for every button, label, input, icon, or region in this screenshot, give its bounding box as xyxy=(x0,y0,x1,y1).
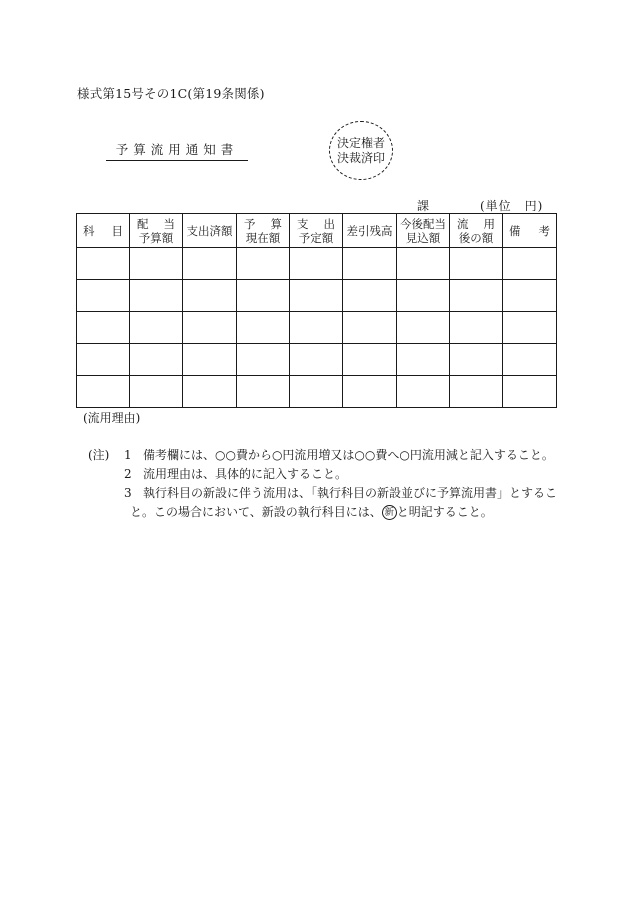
header-remarks-char-2: 考 xyxy=(538,223,550,238)
header-balance-label: 差引残高 xyxy=(346,223,393,238)
table-cell[interactable] xyxy=(450,376,503,408)
header-remarks-char-1: 備 xyxy=(509,223,521,238)
note-text: 備考欄には、○○費から○円流用増又は○○費へ○円流用減と記入すること。 xyxy=(143,448,554,462)
note-indent xyxy=(88,465,124,484)
table-cell[interactable] xyxy=(397,344,450,376)
table-cell[interactable] xyxy=(130,280,183,312)
header-expected-allocation xyxy=(397,214,450,248)
table-cell[interactable] xyxy=(237,312,290,344)
table-row xyxy=(77,248,557,280)
header-current-char-1: 予 xyxy=(244,216,256,231)
table-cell[interactable] xyxy=(183,344,237,376)
stamp-line-1: 決定権者 xyxy=(336,135,385,150)
table-cell[interactable] xyxy=(290,344,343,376)
note-continuation-after: と明記すること。 xyxy=(396,505,493,519)
table-cell[interactable] xyxy=(183,248,237,280)
table-cell[interactable] xyxy=(237,280,290,312)
table-cell[interactable] xyxy=(130,376,183,408)
table-cell[interactable] xyxy=(503,280,557,312)
note-item xyxy=(88,484,558,503)
header-allocated-bottom: 予算額 xyxy=(138,230,174,245)
header-balance xyxy=(343,214,397,248)
note-indent xyxy=(88,484,124,503)
header-subject-char-1: 科 xyxy=(83,223,95,238)
table-cell[interactable] xyxy=(290,280,343,312)
header-subject xyxy=(77,214,130,248)
note-number: 1 xyxy=(124,448,132,462)
table-cell[interactable] xyxy=(77,344,130,376)
table-cell[interactable] xyxy=(130,248,183,280)
note-continuation xyxy=(88,503,558,522)
header-current-bottom: 現在額 xyxy=(245,230,281,245)
table-row xyxy=(77,376,557,408)
table-cell[interactable] xyxy=(290,248,343,280)
table-header-row xyxy=(77,214,557,248)
table-cell[interactable] xyxy=(77,312,130,344)
table-cell[interactable] xyxy=(237,344,290,376)
table-cell[interactable] xyxy=(237,248,290,280)
table-cell[interactable] xyxy=(450,248,503,280)
transfer-reason-label: (流用理由) xyxy=(83,411,141,425)
table-cell[interactable] xyxy=(343,248,397,280)
header-remarks xyxy=(503,214,557,248)
header-expected-top: 今後配当 xyxy=(400,216,446,231)
table-cell[interactable] xyxy=(290,376,343,408)
table-cell[interactable] xyxy=(397,280,450,312)
approval-stamp xyxy=(329,121,393,180)
header-planned-expense xyxy=(290,214,343,248)
form-number: 様式第15号その1C(第19条関係) xyxy=(77,86,265,101)
header-expected-bottom: 見込額 xyxy=(405,230,441,245)
note-number: 3 xyxy=(124,486,132,500)
table-cell[interactable] xyxy=(343,280,397,312)
table-cell[interactable] xyxy=(450,280,503,312)
table-cell[interactable] xyxy=(397,312,450,344)
table-row xyxy=(77,312,557,344)
table-cell[interactable] xyxy=(183,376,237,408)
table-cell[interactable] xyxy=(343,312,397,344)
header-current-char-2: 算 xyxy=(270,216,282,231)
note-text: 執行科目の新設に伴う流用は、「執行科目の新設並びに予算流用書」とするこ xyxy=(143,486,558,500)
table-cell[interactable] xyxy=(343,376,397,408)
table-cell[interactable] xyxy=(450,344,503,376)
table-cell[interactable] xyxy=(503,344,557,376)
budget-table xyxy=(76,213,557,408)
header-spent xyxy=(183,214,237,248)
table-cell[interactable] xyxy=(77,280,130,312)
table-cell[interactable] xyxy=(130,344,183,376)
header-subject-char-2: 目 xyxy=(111,223,123,238)
header-after-transfer xyxy=(450,214,503,248)
notes-label: (注) xyxy=(88,448,110,462)
header-current-budget xyxy=(237,214,290,248)
circled-new-mark: 新 xyxy=(382,505,397,520)
header-allocated-char-2: 当 xyxy=(163,216,175,231)
table-row xyxy=(77,280,557,312)
table-cell[interactable] xyxy=(130,312,183,344)
table-cell[interactable] xyxy=(397,376,450,408)
table-cell[interactable] xyxy=(77,376,130,408)
header-planned-char-1: 支 xyxy=(297,216,309,231)
unit-label: (単位 円) xyxy=(480,199,544,213)
note-continuation-before: と。この場合において、新設の執行科目には、 xyxy=(130,505,382,519)
note-item xyxy=(88,446,558,465)
table-cell[interactable] xyxy=(183,312,237,344)
table-cell[interactable] xyxy=(503,376,557,408)
stamp-line-2: 決裁済印 xyxy=(336,150,385,165)
header-after-char-1: 流 xyxy=(457,216,469,231)
header-allocated-char-1: 配 xyxy=(137,216,149,231)
notes-section xyxy=(88,446,558,522)
header-after-char-2: 用 xyxy=(483,216,495,231)
table-cell[interactable] xyxy=(343,344,397,376)
header-planned-char-2: 出 xyxy=(323,216,335,231)
table-cell[interactable] xyxy=(290,312,343,344)
header-allocated-budget xyxy=(130,214,183,248)
header-spent-label: 支出済額 xyxy=(186,223,233,238)
table-row xyxy=(77,344,557,376)
header-planned-bottom: 予定額 xyxy=(298,230,334,245)
table-cell[interactable] xyxy=(183,280,237,312)
table-cell[interactable] xyxy=(503,248,557,280)
table-cell[interactable] xyxy=(450,312,503,344)
document-title: 予算流用通知書 xyxy=(106,140,248,161)
note-text: 流用理由は、具体的に記入すること。 xyxy=(143,467,348,481)
table-cell[interactable] xyxy=(503,312,557,344)
table-cell[interactable] xyxy=(77,248,130,280)
section-label: 課 xyxy=(417,199,430,213)
note-number: 2 xyxy=(124,467,132,481)
table-cell[interactable] xyxy=(237,376,290,408)
note-item xyxy=(88,465,558,484)
table-cell[interactable] xyxy=(397,248,450,280)
header-after-bottom: 後の額 xyxy=(458,230,494,245)
